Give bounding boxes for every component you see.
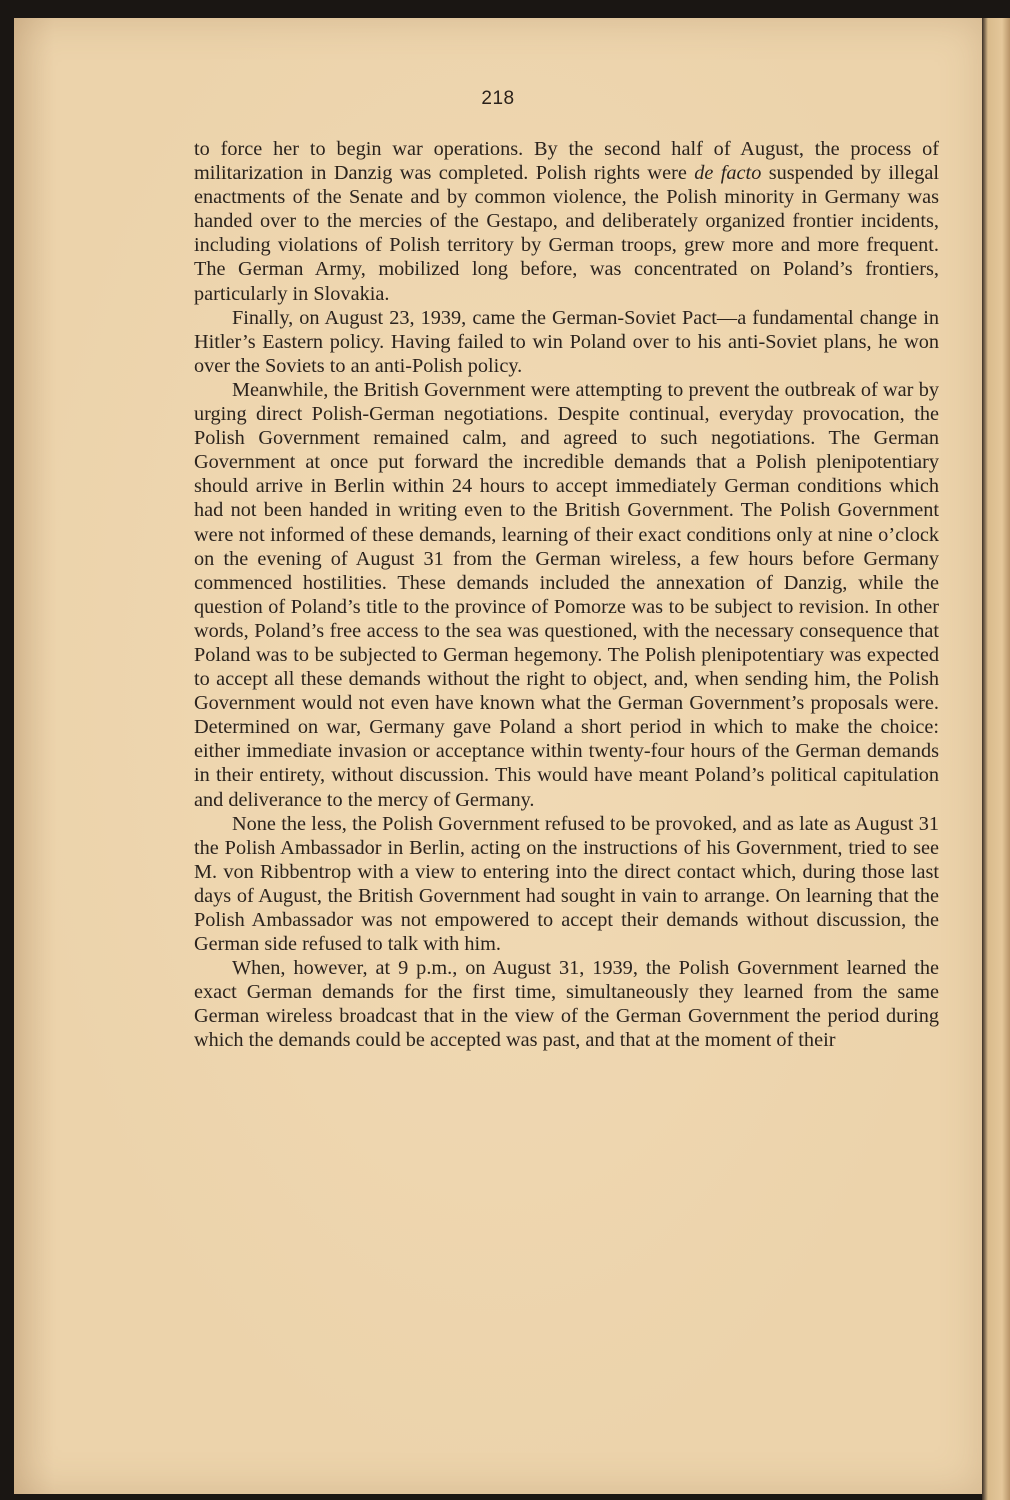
paragraph-2: Finally, on August 23, 1939, came the German-Soviet Pact—a fundamental change in Hitler’s Eastern policy. Having failed to win Poland over to his anti-Soviet plans, he won over the Soviets to an anti-Polish policy. [194, 306, 939, 377]
page-number: 218 [481, 88, 515, 109]
body-text [194, 137, 939, 1053]
paragraph-4: None the less, the Polish Government refused to be provoked, and as late as August 31 the Polish Ambassador in Berlin, acting on the instructions of his Government, tried to see M. von Ribbentrop with a view to entering into the direct contact which, during those last days of August, the British Government had sought in vain to arrange. On learning that the Polish Ambassador was not empowered to accept their demands without discussion, the German side refused to talk with him. [194, 812, 939, 956]
book-page [14, 18, 982, 1494]
page-edge [982, 18, 1010, 1500]
paragraph-5: When, however, at 9 p.m., on August 31, 1939, the Polish Government learned the exact German demands for the first time, simultaneously they learned from the same German wireless broadcast that in the view of the German Government the period during which the demands could be accepted was past, and that at the moment of their [194, 957, 939, 1052]
paragraph-1-text-b: suspended by illegal enactments of the Senate and by common violence, the Polish minority in Germany was handed over to the mercies of the Gestapo, and deliberately organized frontier incidents, including violations of Polish territory by German troops, grew more and more frequent. The German Army, mobilized long before, was concentrated on Poland’s frontiers, particularly in Slovakia. [194, 162, 940, 305]
paragraph-1-text-a: to force her to begin war operations. By the second half of August, the process of militarization in Danzig was completed. Polish rights were [194, 138, 939, 185]
paragraph-1 [194, 137, 939, 306]
paragraph-3: Meanwhile, the British Government were attempting to prevent the outbreak of war by urging direct Polish-German negotiations. Despite continual, everyday provocation, the Polish Government remained calm, and agreed to such negotiations. The German Government at once put forward the incredible demands that a Polish plenipotentiary should arrive in Berlin within 24 hours to accept immediately German conditions which had not been handed in writing even to the British Government. The Polish Government were not informed of these demands, learning of their exact conditions only at nine o’clock on the evening of August 31 from the German wireless, a few hours before Germany commenced hostilities. These demands included the annexation of Danzig, while the question of Poland’s title to the province of Pomorze was to be subject to revision. In other words, Poland’s free access to the sea was questioned, with the necessary consequence that Poland was to be subjected to German hegemony. The Polish plenipotentiary was expected to accept all these demands without the right to object, and, when sending him, the Polish Government would not even have known what the German Government’s proposals were. Determined on war, Germany gave Poland a short period in which to make the choice: either immediate invasion or acceptance within twenty-four hours of the German demands in their entirety, without discussion. This would have meant Poland’s political capitulation and deliverance to the mercy of Germany. [194, 378, 939, 811]
paragraph-1-italic-term: de facto [694, 162, 762, 185]
